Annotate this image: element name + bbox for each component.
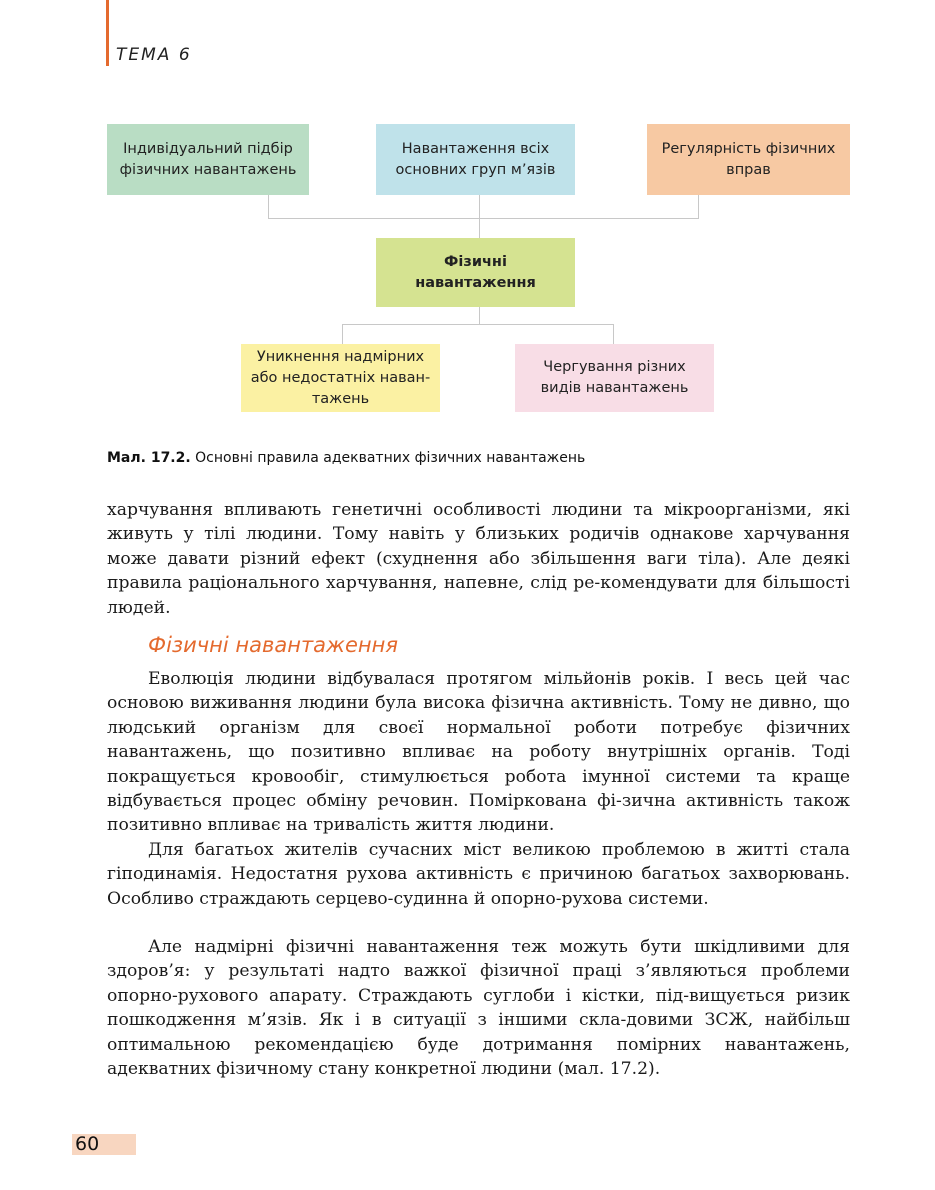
diagram-center-physical-loads: Фізичні навантаження xyxy=(376,238,575,307)
connector-line xyxy=(479,195,480,238)
connector-line xyxy=(268,195,269,219)
header-accent-bar xyxy=(106,0,109,66)
connector-line xyxy=(268,218,699,219)
diagram-box-alternation: Чергування різних видів навантажень xyxy=(515,344,714,412)
diagram-box-all-muscle-groups: Навантаження всіх основних груп м’язів xyxy=(376,124,575,195)
connector-line xyxy=(698,195,699,219)
page-number: 60 xyxy=(72,1134,136,1155)
body-paragraph-1: харчування впливають генетичні особливості людини та мікроорганізми, які живуть у тілі людини. Тому навіть у близьких родичів однакове харчування може давати різний ефект (схуднення або збільшення ваги тіла). Але деякі правила раціонального харчування, напевне, слід ре-комендувати для більшості людей. xyxy=(107,500,850,618)
diagram-box-regularity: Регулярність фізичних вправ xyxy=(647,124,850,195)
connector-line xyxy=(342,324,343,344)
caption-text: Основні правила адекватних фізичних навантажень xyxy=(190,450,586,466)
body-paragraph-2: Еволюція людини відбувалася протягом мільйонів років. І весь цей час основою виживання людини була висока фізична активність. Тому не дивно, що людський організм для своєї нормальної роботи потребує фізичних навантажень, що позитивно впливає на роботу внутрішніх органів. Тоді покращується кровообіг, стимулюється робота імунної системи та краще відбувається процес обміну речовин. Поміркована фі-зична активність також позитивно впливає на тривалість життя людини. xyxy=(107,669,850,836)
diagram-box-individual-selection: Індивідуальний підбір фізичних навантажень xyxy=(107,124,309,195)
figure-caption xyxy=(107,450,585,466)
section-heading: Фізичні навантаження xyxy=(148,633,398,657)
diagram-box-avoid-excess: Уникнення надмірних або недостатніх наван-тажень xyxy=(241,344,440,412)
connector-line xyxy=(479,307,480,325)
caption-label: Мал. 17.2. xyxy=(107,450,191,466)
connector-line xyxy=(613,324,614,344)
topic-label: ТЕМА 6 xyxy=(116,45,192,65)
body-paragraph-3: Для багатьох жителів сучасних міст великою проблемою в житті стала гіподинамія. Недостатня рухова активність є причиною багатьох захворювань. Особливо страждають серцево-судинна й опорно-рухова системи. xyxy=(107,840,850,909)
connector-line xyxy=(342,324,614,325)
body-paragraph-4: Але надмірні фізичні навантаження теж можуть бути шкідливими для здоров’я: у результаті надто важкої фізичної праці з’являються проблеми опорно-рухового апарату. Страждають суглоби і кістки, під-вищується ризик пошкодження м’язів. Як і в ситуації з іншими скла-довими ЗСЖ, найбільш оптимальною рекомендацією буде дотримання помірних навантажень, адекватних фізичному стану конкретної людини (мал. 17.2). xyxy=(107,937,850,1080)
